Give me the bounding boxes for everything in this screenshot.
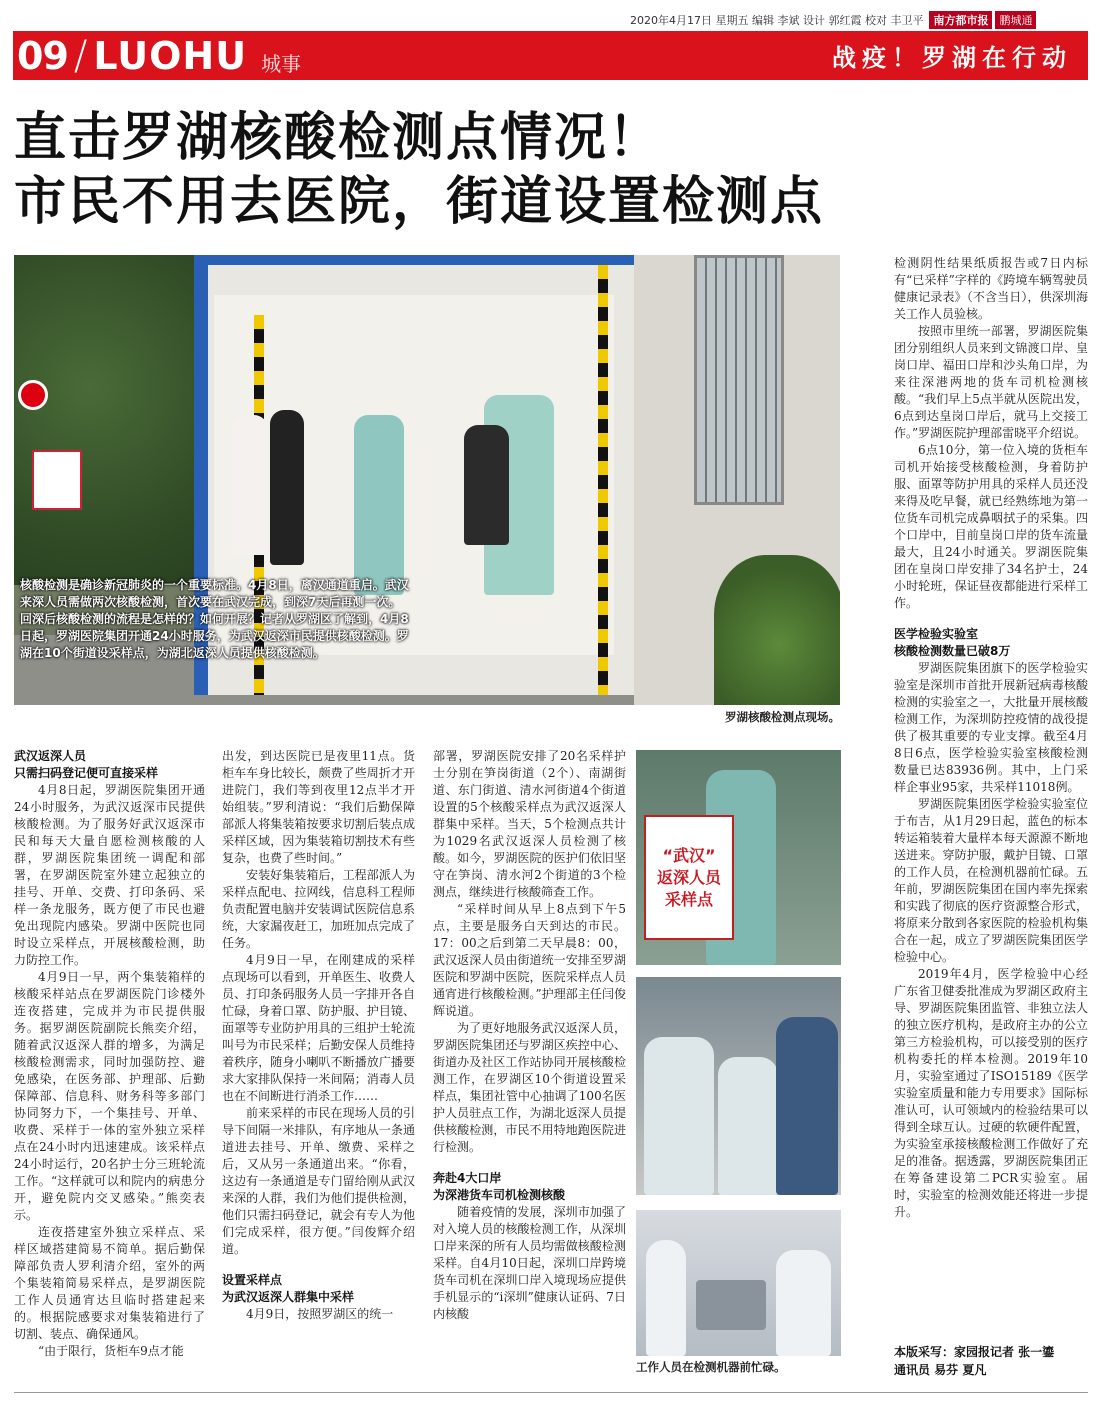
lab-photo-caption: 工作人员在检测机器前忙碌。 (636, 1360, 786, 1374)
subheading: 为武汉返深人群集中采样 (222, 1290, 355, 1304)
paragraph: 为了更好地服务武汉返深人员，罗湖医院集团还与罗湖区疾控中心、街道办及社区工作站协同开展核酸检测工作，在罗湖区10个街道设置采样点，集团社管中心抽调了100名医护人员驻点工作，为湖北返深人员提供核酸检测，市民不用特地跑医院进行检测。 (433, 1021, 626, 1154)
citizen-figure (776, 1017, 838, 1195)
article-column-2 (222, 748, 415, 1323)
paragraph: 前来采样的市民在现场人员的引导下间隔一米排队，有序地从一条通道进去挂号、开单、缴费、采样之后，又从另一条通道出来。“你看，这边有一条通道是专门留给刚从武汉来深的人群，我们为他们提供检测，他们只需扫码登记，就会有专人为他们完成采样，很方便。”闫俊辉介绍道。 (222, 1106, 415, 1256)
citizen-figure (232, 415, 268, 555)
section-banner (13, 31, 1088, 80)
paragraph: 6点10分，第一位入境的货柜车司机开始接受核酸检测，身着防护服、面罩等防护用具的采样人员还没来得及吃早餐，就已经熟练地为第一位货车司机完成鼻咽拭子的采集。四个口岸中，目前皇岗口岸的货车流量最大，且24小时通关。罗湖医院集团在皇岗口岸安排了34名护士，24小时轮班，保证昼夜都能进行采样工作。 (894, 443, 1088, 610)
paragraph: 出发，到达医院已是夜里11点。货柜车车身比较长，颇费了些周折才开进院门，我们等到夜里12点半才开始组装。”罗利清说：“我们后勤保障部派人将集装箱按要求切割后装点成采样区域，因为集装箱切割技术有些复杂，也费了些时间。” (222, 749, 415, 865)
page-number: 09 (17, 33, 68, 78)
subheading: 医学检验实验室 (894, 627, 979, 641)
subheading: 为深港货车司机检测核酸 (433, 1188, 566, 1202)
subheading: 只需扫码登记便可直接采样 (14, 766, 159, 780)
citizen-figure (270, 410, 304, 565)
lab-worker-figure (646, 1240, 686, 1356)
paragraph: 4月9日一早，在刚建成的采样点现场可以看到，开单医生、收费人员、打印条码服务人员一字排开各自忙碌，身着口罩、防护服、护目镜、面罩等专业防护用具的三组护士轮流叫号为市民采样；后勤安保人员维持着秩序，随身小喇叭不断播放广播要求大家排队保持一米间隔；消毒人员也在不间断进行消杀工作…… (222, 953, 415, 1103)
section-name: LUOHU (93, 33, 248, 78)
main-photo (14, 255, 840, 705)
page-meta-bar (630, 10, 1090, 30)
citizen-figure (464, 425, 509, 545)
app-logo: 鹏城通 (994, 11, 1036, 29)
plant-image (714, 555, 840, 705)
section-slogan: 战疫！罗湖在行动 (832, 44, 1072, 72)
article-column-3 (433, 748, 626, 1323)
subheading: 核酸检测数量已破8万 (894, 644, 1011, 658)
paragraph: 按照市里统一部署，罗湖医院集团分别组织人员来到文锦渡口岸、皇岗口岸、福田口岸和沙头角口岸，为来往深港两地的货车司机检测核酸。“我们早上5点半就从医院出发，6点到达皇岗口岸后，就马上交接工作。”罗湖医院护理部雷晓平介绍说。 (894, 324, 1088, 440)
paragraph: “采样时间从早上8点到下午5点，主要是服务白天到达的市民。17：00之后到第二天早晨8：00，武汉返深人员由街道统一安排至罗湖医院和罗湖中医院，医院采样点人员通宵进行核酸检测。”护理部主任闫俊辉说道。 (433, 902, 626, 1018)
paragraph: 4月8日起，罗湖医院集团开通24小时服务，为武汉返深市民提供核酸检测。为了服务好武汉返深市民和每天大量自愿检测核酸的人群，罗湖医院集团统一调配和部署，在罗湖医院室外建立起独立的挂号、开单、交费、打印条码、采样一条龙服务，既方便了市民也避免出现院内感染。罗湖中医院也同时设立采样点，开展核酸检测，助力防控工作。 (14, 783, 205, 967)
medical-staff-photo (636, 977, 841, 1195)
subheading: 武汉返深人员 (14, 749, 87, 763)
headline-line-1: 直击罗湖核酸检测点情况！ (14, 108, 663, 168)
byline-line-1: 本版采写：家园报记者 张一鎏 (894, 1345, 1055, 1359)
main-photo-caption: 罗湖核酸检测点现场。 (725, 710, 840, 724)
paragraph: 检测阴性结果纸质报告或7日内标有“已采样”字样的《跨境车辆驾驶员健康记录表》（不含当日），供深圳海关工作人员验核。 (894, 256, 1088, 321)
roadside-sign (32, 450, 82, 510)
newspaper-logo: 南方都市报 (929, 11, 992, 29)
headline (14, 106, 894, 234)
subheading: 设置采样点 (222, 1273, 283, 1287)
paragraph: 随着疫情的发展，深圳市加强了对入境人员的核酸检测工作，从深圳口岸来深的所有人员均需做核酸检测采样。自4月10日起，深圳口岸跨境货车司机在深圳口岸入境现场应提供手机显示的“i深圳”健康认证码、7日内核酸 (433, 1205, 626, 1321)
byline (894, 1343, 1094, 1379)
paragraph: 连夜搭建室外独立采样点、采样区域搭建简易不简单。据后勤保障部负责人罗利清介绍，室外的两个集装箱简易采样点，是罗湖医院工作人员通宵达旦临时搭建起来的。根据院感要求对集装箱进行了切割、装点、确保通风。 (14, 1225, 205, 1341)
lab-worker-figure (776, 1250, 831, 1356)
paragraph: 4月9日一早，两个集装箱样的核酸采样站点在罗湖医院门诊楼外连夜搭建，完成并为市民提供服务。据罗湖医院副院长熊奕介绍，随着武汉返深人群的增多，为满足核酸检测需求，同时加强防控、避免感染，在医务部、护理部、后勤保障部、信息科、财务科等多部门协同努力下，一个集挂号、开单、收费、采样于一体的室外独立采样点在24小时内迅速建成。该采样点24小时运行，20名护士分三班轮流工作。“这样就可以和院内的病患分开，避免院内交叉感染。”熊奕表示。 (14, 970, 205, 1222)
subsection-name: 城事 (261, 52, 302, 76)
headline-line-2: 市民不用去医院，街道设置检测点 (14, 172, 825, 232)
article-column-4 (894, 255, 1088, 1221)
byline-line-2: 通讯员 易芬 夏凡 (894, 1363, 987, 1377)
photo-overlay-text: 核酸检测是确诊新冠肺炎的一个重要标准。4月8日，离汉通道重启。武汉来深人员需做两次核酸检测，首次要在武汉完成，到深7天后再测一次。回深后核酸检测的流程是怎样的？如何开展？记者从罗湖区了解到，4月8日起，罗湖医院集团开通24小时服务，为武汉返深市民提供核酸检测。罗湖在10个街道设采样点，为湖北返深人员提供核酸检测。 (20, 578, 409, 660)
issue-meta: 2020年4月17日 星期五 编辑 李斌 设计 郭红霞 校对 丰卫平 (630, 14, 924, 27)
laboratory-photo (636, 1210, 841, 1356)
medical-worker-figure (354, 415, 404, 595)
paragraph: 罗湖医院集团旗下的医学检验实验室是深圳市首批开展新冠病毒核酸检测的实验室之一，大批量开展核酸检测工作，为深圳防控疫情的战役提供了极其重要的专业支撑。截至4月8日6点，医学检验实验室核酸检测数量已达83936例。其中，上门采样企事业95家，共采样11018例。 (894, 661, 1088, 794)
hazard-stripe (598, 265, 608, 695)
article-column-1 (14, 748, 205, 1360)
bottom-rule (14, 1392, 1088, 1393)
no-entry-sign-icon (18, 380, 48, 410)
paragraph: “由于限行，货柜车9点才能 (38, 1344, 184, 1358)
sampling-point-photo (636, 750, 841, 965)
paragraph: 部署，罗湖医院安排了20名采样护士分别在笋岗街道（2个）、南湖街道、东门街道、清水河街道4个街道设置的5个核酸采样点为武汉返深人群集中采样。当天，5个检测点共计为1029名武汉返深人员检测了核酸。如今，罗湖医院的医护们依旧坚守在笋岗、清水河2个街道的3个检测点，继续进行核酸筛查工作。 (433, 749, 626, 899)
lab-machine-image (696, 1280, 766, 1330)
paragraph: 4月9日，按照罗湖区的统一 (246, 1307, 394, 1321)
sampling-point-sign: “武汉” 返深人员 采样点 (644, 815, 734, 940)
tree-image (14, 255, 204, 585)
divider-slash-icon: / (73, 32, 88, 79)
paragraph: 安装好集装箱后，工程部派人为采样点配电、拉网线，信息科工程师负责配置电脑并安装调试医院信息系统，大家漏夜赶工，加班加点完成了任务。 (222, 868, 415, 950)
paragraph: 2019年4月，医学检验中心经广东省卫健委批准成为罗湖区政府主导、罗湖医院集团监管、非独立法人的独立医疗机构，是政府主办的公立第三方检验机构，可以接受别的医疗机构委托的样本检测。2019年10月，实验室通过了ISO15189《医学实验室质量和能力专用要求》国际标准认可，认可领域内的检验结果可以得到全球互认。过硬的软硬件配置，为实验室承接核酸检测工作做好了充足的准备。据透露，罗湖医院集团正在筹备建设第二PCR实验室。届时，实验室的检测效能还将进一步提升。 (894, 967, 1088, 1219)
medical-worker-figure (644, 1037, 714, 1195)
paragraph: 罗湖医院集团医学检验实验室位于布吉，从1月29日起，蓝色的标本转运箱装着大量样本每天源源不断地送进来。穿防护服，戴护目镜、口罩的工作人员，在检测机器前忙碌。五年前，罗湖医院集团在国内率先探索和实践了彻底的医疗资源整合形式，将原来分散到各家医院的检验机构集合在一起，成立了罗湖医院集团医学检验中心。 (894, 797, 1088, 964)
medical-worker-figure (718, 1057, 778, 1195)
window-image (694, 255, 784, 505)
subheading: 奔赴4大口岸 (433, 1171, 502, 1185)
